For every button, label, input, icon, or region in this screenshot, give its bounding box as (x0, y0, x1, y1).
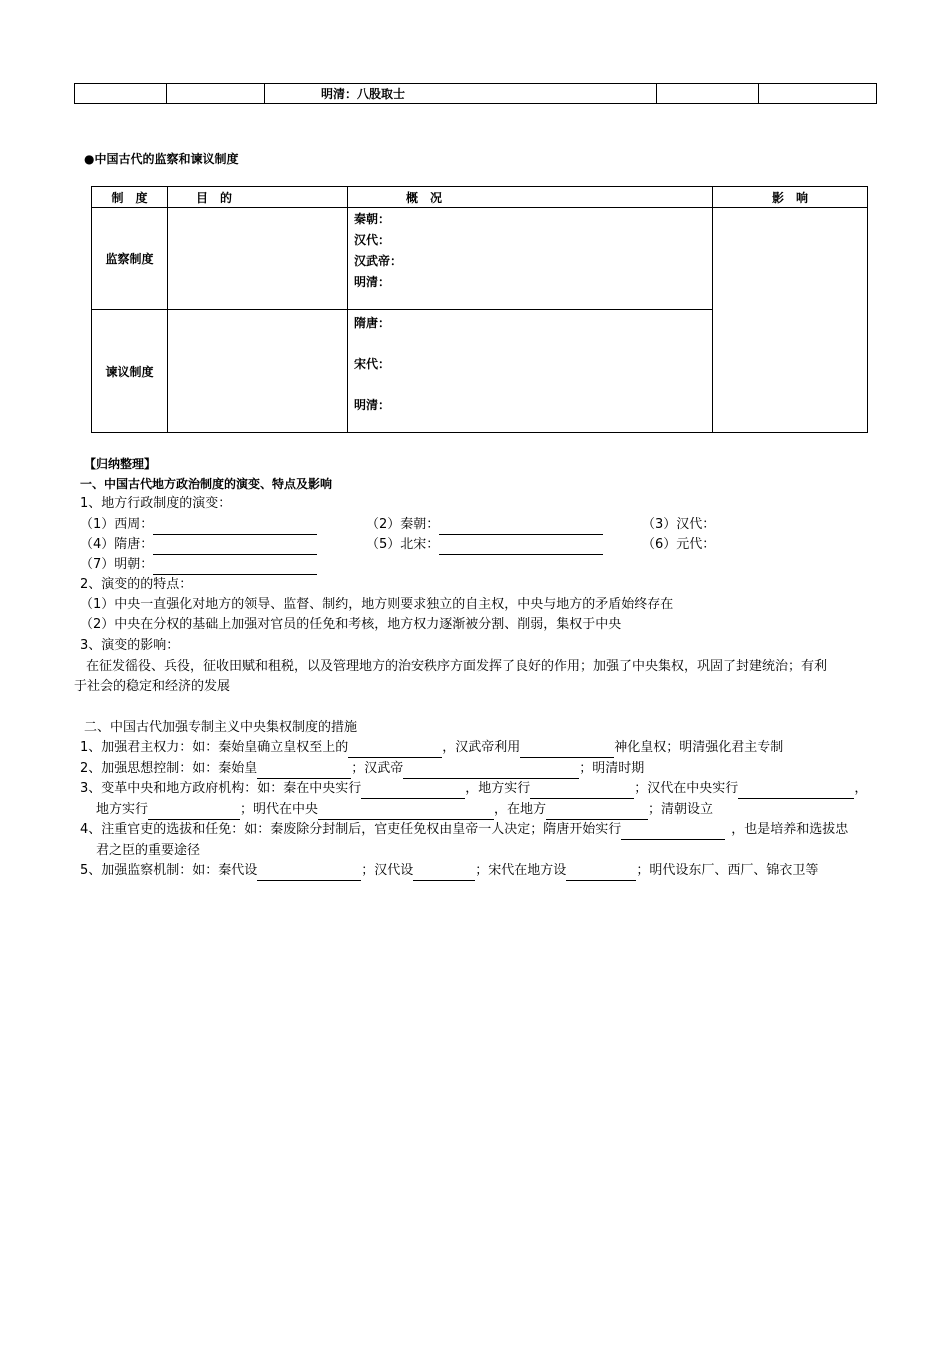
blank-line (738, 784, 854, 799)
measure-line (80, 738, 783, 758)
evolution-row (366, 515, 603, 535)
blank-line (153, 520, 317, 535)
evolution-label: （3）汉代： (642, 517, 716, 532)
evolution-label: （4）隋唐： (80, 537, 154, 552)
measure-text: ；清朝设立 (648, 802, 714, 817)
overview-line: 汉代： (354, 233, 391, 247)
overview-cell-remonstrance (348, 310, 713, 433)
blank-line (439, 540, 603, 555)
blank-line (413, 866, 475, 881)
evolution-row (366, 535, 603, 555)
evolution-label: （5）北宋： (366, 537, 440, 552)
measure-line (80, 779, 867, 799)
summary-title: 【归纳整理】 (84, 457, 157, 471)
section-heading: ●中国古代的监察和谏议制度 (84, 152, 239, 166)
measure-text: ；汉武帝 (351, 761, 404, 776)
overview-line: 宋代： (354, 357, 391, 371)
header-purpose: 目 的 (168, 187, 348, 208)
measure-text: 地方实行 (96, 802, 149, 817)
measure-text: 3、变革中央和地方政府机构：如：秦在中央实行 (80, 781, 362, 796)
overview-line: 明清： (354, 398, 391, 412)
overview-cell-supervision (348, 208, 713, 310)
blank-line (318, 805, 494, 820)
top-table-cell-center: 明清：八股取士 (265, 84, 657, 104)
supervision-table (91, 186, 868, 433)
measure-line: 君之臣的重要途径 (96, 843, 201, 858)
evolution-row (80, 555, 317, 575)
measure-text: ，地方实行 (465, 781, 531, 796)
measure-text: ；明清时期 (579, 761, 645, 776)
purpose-cell (168, 310, 348, 433)
influence-line: 于社会的稳定和经济的发展 (74, 679, 231, 694)
blank-line (439, 520, 603, 535)
blank-line (153, 560, 317, 575)
blank-line (148, 805, 240, 820)
influence-line: 在征发徭役、兵役，征收田赋和租税，以及管理地方的治安秩序方面发挥了良好的作用；加强了中央集权，巩固了封建统治；有利 (86, 659, 828, 674)
measure-line (80, 759, 644, 779)
top-table-cell (657, 84, 759, 104)
blank-line (361, 784, 465, 799)
row-label-remonstrance: 谏议制度 (92, 310, 168, 433)
blank-line (257, 866, 361, 881)
purpose-cell (168, 208, 348, 310)
measure-line (80, 861, 818, 881)
top-table (74, 83, 877, 104)
blank-line (257, 764, 351, 779)
measure-text: ，在地方 (494, 802, 547, 817)
part2-title: 二、中国古代加强专制主义中央集权制度的措施 (84, 720, 358, 735)
measure-text: 4、注重官吏的选拔和任免：如：秦废除分封制后，官吏任免权由皇帝一人决定；隋唐开始实行 (80, 822, 622, 837)
blank-line (530, 784, 634, 799)
row-label-supervision: 监察制度 (92, 208, 168, 310)
overview-line: 汉武帝： (354, 254, 403, 268)
measure-line (80, 820, 848, 840)
measure-text: 5、加强监察机制：如：秦代设 (80, 863, 258, 878)
measure-text: ；明代设东厂、西厂、锦衣卫等 (636, 863, 819, 878)
blank-line (403, 764, 579, 779)
header-overview: 概 况 (348, 187, 713, 208)
measure-text: ；汉代在中央实行 (634, 781, 739, 796)
measure-text: 2、加强思想控制：如：秦始皇 (80, 761, 258, 776)
measure-line (96, 800, 713, 820)
blank-line (348, 743, 442, 758)
overview-line: 明清： (354, 275, 391, 289)
feature-line: （1）中央一直强化对地方的领导、监督、制约，地方则要求独立的自主权，中央与地方的矛盾始终存在 (80, 597, 674, 612)
evolution-label: （6）元代： (642, 537, 716, 552)
influence-cell (713, 208, 868, 433)
evolution-row (80, 515, 317, 535)
evolution-row (80, 535, 317, 555)
measure-text: ；汉代设 (361, 863, 414, 878)
evolution-label: （2）秦朝： (366, 517, 440, 532)
blank-line (153, 540, 317, 555)
measure-text: ，也是培养和选拔忠 (731, 822, 849, 837)
measure-text: 神化皇权；明清强化君主专制 (614, 740, 784, 755)
measure-text: ，汉武帝利用 (442, 740, 521, 755)
feature-line: （2）中央在分权的基础上加强对官员的任免和考核，地方权力逐渐被分割、削弱，集权于中央 (80, 617, 622, 632)
evolution-row (642, 535, 715, 555)
blank-line (621, 825, 725, 840)
feature-heading: 2、演变的的特点： (80, 577, 193, 592)
blank-line (546, 805, 648, 820)
measure-text: ；明代在中央 (240, 802, 319, 817)
measure-text: ， (854, 781, 868, 796)
overview-line: 秦朝： (354, 212, 391, 226)
blank-line (566, 866, 636, 881)
top-table-cell (75, 84, 167, 104)
part1-title: 一、中国古代地方政治制度的演变、特点及影响 (80, 477, 333, 491)
top-table-cell (759, 84, 877, 104)
evolution-label: （7）明朝： (80, 557, 154, 572)
top-table-cell (167, 84, 265, 104)
header-influence: 影 响 (713, 187, 868, 208)
evolution-label: （1）西周： (80, 517, 154, 532)
measure-text: ；宋代在地方设 (475, 863, 567, 878)
influence-heading: 3、演变的影响： (80, 638, 180, 653)
evolution-row (642, 515, 715, 535)
evolution-heading: 1、地方行政制度的演变： (80, 496, 232, 511)
measure-text: 1、加强君主权力：如：秦始皇确立皇权至上的 (80, 740, 349, 755)
header-system: 制 度 (92, 187, 168, 208)
blank-line (520, 743, 614, 758)
overview-line: 隋唐： (354, 316, 391, 330)
